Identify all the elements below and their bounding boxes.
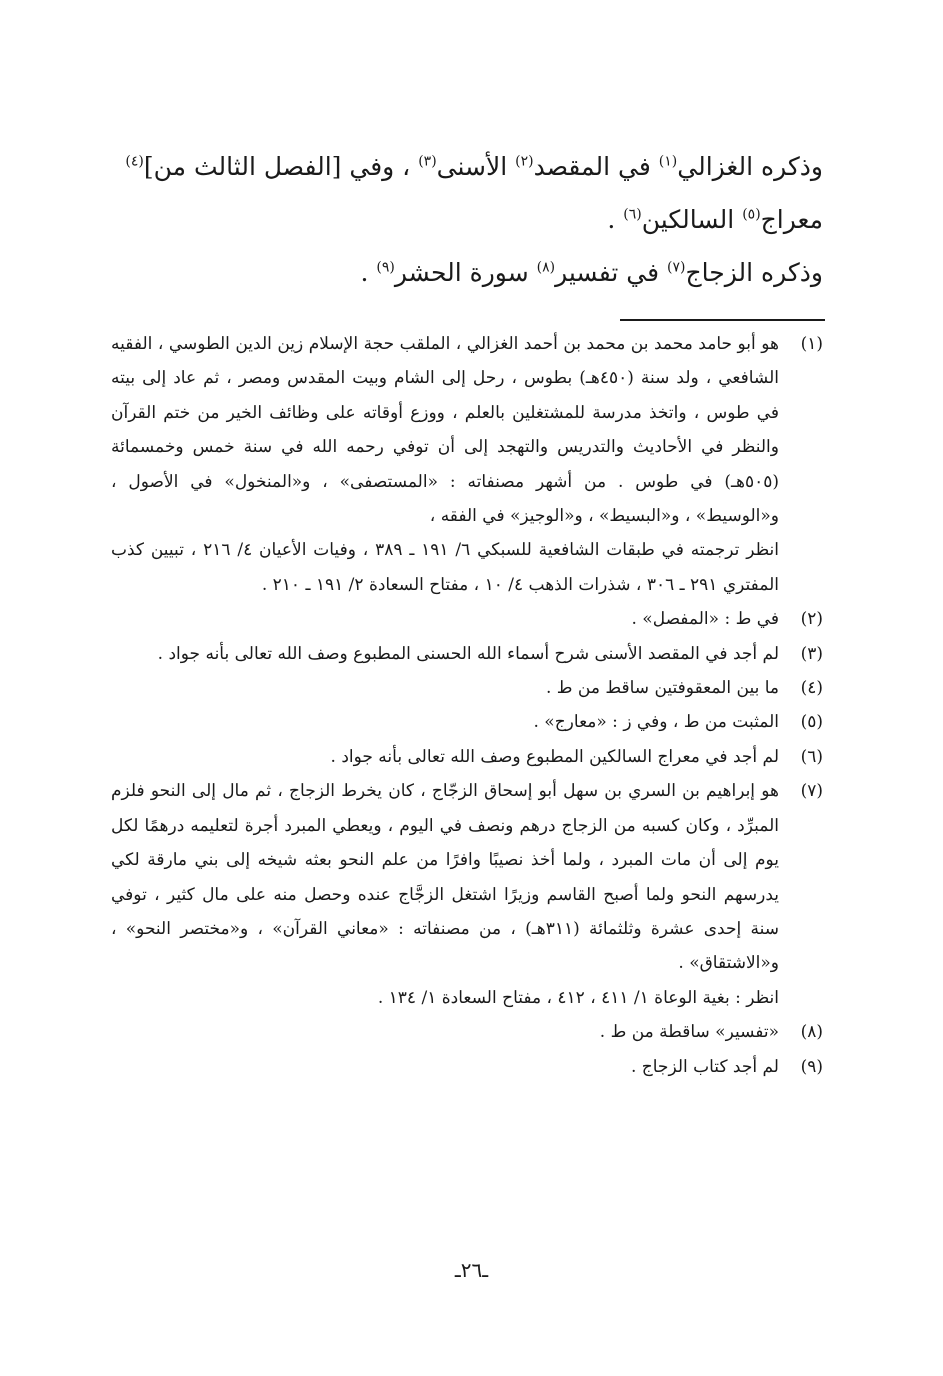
main-p1-text-7: . [607,205,624,234]
main-p1-text-2: في المقصد [533,152,659,181]
footnote-1 [111,327,823,602]
footnote-ref-3: (٣) [418,153,437,170]
main-p1-text-5: معراج [760,205,823,234]
footnote-8 [111,1015,823,1049]
footnote-text: هو إبراهيم بن السري بن سهل أبو إسحاق الزجّاج ، كان يخرط الزجاج ، ثم مال إلى النحو فلزم المبرِّد ، وكان كسبه من الزجاج درهم ونصف في اليوم ، ويعطي المبرد أجرة لتعليمه درهمًا لكل يوم إلى أن مات المبرد ، ولما أخذ نصيبًا وافرًا من علم النحو بعثه شيخه إلى بني مارقة لكي يدرسهم النحو ولما أصبح القاسم وزيرًا اشتغل الزجَّاج عنده وحصل منه على مال كثير ، توفي سنة إحدى عشرة وثلثمائة (٣١١هـ) ، من مصنفاته : «معاني القرآن» ، و«مختصر النحو» ، و«الاشتقاق» . [111,781,779,974]
footnote-number: (٦) [800,746,823,767]
footnote-text: انظر ترجمته في طبقات الشافعية للسبكي ٦/ ١٩١ ـ ٣٨٩ ، وفيات الأعيان ٤/ ٢١٦ ، تبيين كذب المفتري ٢٩١ ـ ٣٠٦ ، شذرات الذهب ٤/ ١٠ ، مفتاح السعادة ٢/ ١٩١ ـ ٢١٠ . [111,540,780,595]
footnote-text: لم أجد في معراج السالكين المطبوع وصف الله تعالى بأنه جواد . [330,746,779,767]
footnote-ref-1: (١) [658,153,678,170]
footnote-2 [111,602,823,636]
main-p2-text-2: في تفسير [555,258,668,287]
footnote-number: (٥) [800,712,823,733]
footnote-body [111,1015,779,1049]
footnote-number: (٤) [800,678,823,699]
footnote-separator [620,319,825,321]
main-p1-text-4: ، وفي [الفصل الثالث من] [143,152,419,181]
footnote-text: «تفسير» ساقطة من ط . [599,1022,779,1043]
main-p1-text-1: وذكره الغزالي [677,152,823,181]
footnote-number: (١) [800,334,823,354]
footnote-text: في ط : «المفصل» . [631,609,779,630]
footnote-ref-5: (٥) [742,206,761,223]
footnote-ref-2: (٢) [515,153,534,170]
main-text [103,140,823,299]
footnote-number: (٧) [800,781,823,802]
footnote-body [111,705,779,739]
footnote-number: (٢) [800,609,823,630]
footnote-ref-6: (٦) [623,206,642,223]
footnote-body [111,671,779,705]
main-p1-text-3: الأسنى [436,152,516,181]
footnote-9 [111,1050,823,1084]
footnote-text: لم أجد كتاب الزجاج . [630,1056,779,1077]
footnote-body [111,637,779,671]
main-p2-text-4: . [360,258,377,287]
main-p2-text-3: سورة الحشر [394,258,537,287]
footnote-3 [111,637,823,671]
footnote-6 [111,740,823,774]
footnote-ref-4: (٤) [125,153,144,170]
footnote-4 [111,671,823,705]
footnote-body [111,774,779,1015]
footnote-ref-8: (٨) [536,259,556,276]
footnote-ref-7: (٧) [667,259,686,276]
main-p1-text-6: السالكين [641,205,743,234]
footnote-7 [111,774,823,1015]
main-paragraph-1 [103,140,823,246]
footnote-text: انظر : بغية الوعاة ١/ ٤١١ ، ٤١٢ ، مفتاح السعادة ١/ ١٣٤ . [377,987,779,1008]
footnote-5 [111,705,823,739]
footnote-text: هو أبو حامد محمد بن محمد بن أحمد الغزالي ، الملقب حجة الإسلام زين الدين الطوسي ، الفقيه الشافعي ، ولد سنة (٤٥٠هـ) بطوس ، رحل إلى الشام وبيت المقدس ومصر ، ثم عاد إلى بيته في طوس ، واتخذ مدرسة للمشتغلين بالعلم ، ووزع أوقاته على وظائف الخير من ختم القرآن والنظر في الأحاديث والتدريس والتهجد إلى أن توفي رحمه الله في سنة خمس وخمسمائة (٥٠٥هـ) في طوس . من أشهر مصنفاته : «المستصفى» ، و«المنخول» في الأصول ، و«الوسيط» ، و«البسيط» ، و«الوجيز» في الفقه ، [111,334,779,527]
footnote-ref-9: (٩) [376,259,395,276]
footnote-number: (٨) [800,1022,823,1043]
footnote-body [111,327,779,602]
footnote-text: لم أجد في المقصد الأسنى شرح أسماء الله الحسنى المطبوع وصف الله تعالى بأنه جواد . [157,643,779,664]
main-p2-text-1: وذكره الزجاج [685,258,823,287]
main-paragraph-2 [103,246,823,299]
page-number: ـ٢٦ـ [454,1258,489,1282]
footnote-text: ما بين المعقوفتين ساقط من ط . [545,678,779,699]
footnote-text: المثبت من ط ، وفي ز : «معارج» . [533,712,779,733]
footnote-body [111,1050,779,1084]
footnotes [111,327,823,1084]
footnote-number: (٩) [800,1056,823,1077]
footnote-number: (٣) [800,643,823,664]
footnote-body [111,602,779,636]
footnote-body [111,740,779,774]
